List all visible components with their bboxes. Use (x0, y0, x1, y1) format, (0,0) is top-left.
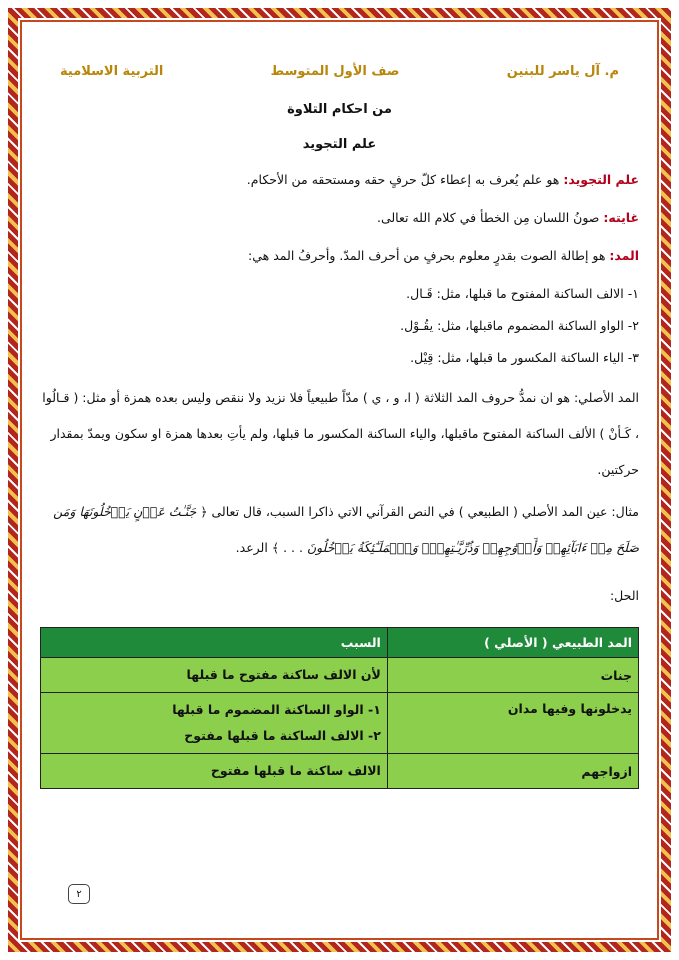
header-school: م. آل ياسر للبنين (506, 63, 619, 79)
list-item: ٣- الياء الساكنة المكسور ما قبلها، مثل: قِيْل. (410, 350, 639, 365)
solution-label: الحل: (609, 588, 639, 603)
madd-letters-list (40, 284, 639, 368)
reason-line: لأن الالف ساكنة مفتوح ما قبلها (186, 667, 381, 682)
header-grade: صف الأول المتوسط (270, 63, 400, 79)
table-row (41, 754, 639, 789)
document-page (40, 52, 639, 789)
definition-madd (40, 246, 639, 266)
table-row (41, 693, 639, 754)
column-header-word: المد الطبيعي ( الأصلي ) (387, 628, 638, 658)
table-header-row (41, 628, 639, 658)
definition-tajweed (40, 170, 639, 190)
definition-text: هو علم يُعرف به إعطاء كلّ حرفٍ حقه ومستحقه من الأحكام. (246, 172, 564, 187)
table-cell-reason (41, 658, 388, 693)
table-cell-reason (41, 693, 388, 754)
table-cell-word: جنات (387, 658, 638, 693)
definition-term: غايته: (603, 210, 639, 225)
column-header-reason: السبب (41, 628, 388, 658)
page-header (40, 52, 639, 90)
lesson-subtitle: علم التجويد (302, 137, 377, 152)
list-item: ٢- الواو الساكنة المضموم ماقبلها، مثل: يقُـوْل. (400, 318, 639, 333)
header-subject: التربية الاسلامية (60, 63, 164, 79)
table-cell-reason (41, 754, 388, 789)
list-item: ١- الالف الساكنة المفتوح ما قبلها، مثل: قَـال. (406, 286, 639, 301)
reason-line: ٢- الالف الساكنة ما قبلها مفتوح (184, 728, 381, 743)
example-prefix: مثال: عين المد الأصلي ( الطبيعي ) في النص القرآني الاتي ذاكرا السبب، قال تعالى ﴿ (196, 504, 639, 519)
page-number: ٢ (68, 884, 90, 904)
reason-line: ١- الواو الساكنة المضموم ما قبلها (172, 702, 381, 717)
definition-purpose (40, 208, 639, 228)
table-row (41, 658, 639, 693)
reason-line: الالف ساكنة ما قبلها مفتوح (210, 763, 381, 778)
lesson-title: من احكام التلاوة (287, 102, 392, 117)
table-cell-word: يدخلونها وفيها مدان (387, 693, 638, 754)
definition-text: صونُ اللسان مِن الخطأ في كلام الله تعالى. (376, 210, 604, 225)
table-cell-word: ازواجهم (387, 754, 638, 789)
definition-term: المد: (609, 248, 639, 263)
example-paragraph (40, 494, 639, 566)
quran-verse: جَنَّـٰتُ عَدۡنٍ يَدۡخُلُونَهَا وَمَن صَلَحَ مِنۡ ءَابَآئِهِمۡ وَأَزۡوَٰجِهِمۡ وَذُرِّيَّـٰتِهِمۡۖ وَٱلۡمَلَـٰٓئِكَةُ يَدۡخُلُونَ (53, 504, 639, 555)
definition-text: هو إطالة الصوت بقدرٍ معلوم بحرفٍ من أحرف المدّ. وأحرفُ المد هي: (248, 248, 610, 263)
asli-paragraph: المد الأصلي: هو ان نمدُّ حروف المد الثلاثة ( ا، و ، ي ) مدّاً طبيعياً فلا نزيد ولا ننقص وليس بعده همزة أو مثل: ( قـالُوا ، كَـأنْ ) الألف الساكنة المفتوح ماقبلها، والياء الساكنة المكسور ما قبلها، ولم يأتِ بعدها همزة او سكون ويمدّ بمقدار حركتين. (42, 390, 639, 477)
definition-term: علم التجويد: (563, 172, 639, 187)
solution-table (40, 627, 639, 789)
example-suffix: . . . ﴾ الرعد. (235, 540, 307, 555)
